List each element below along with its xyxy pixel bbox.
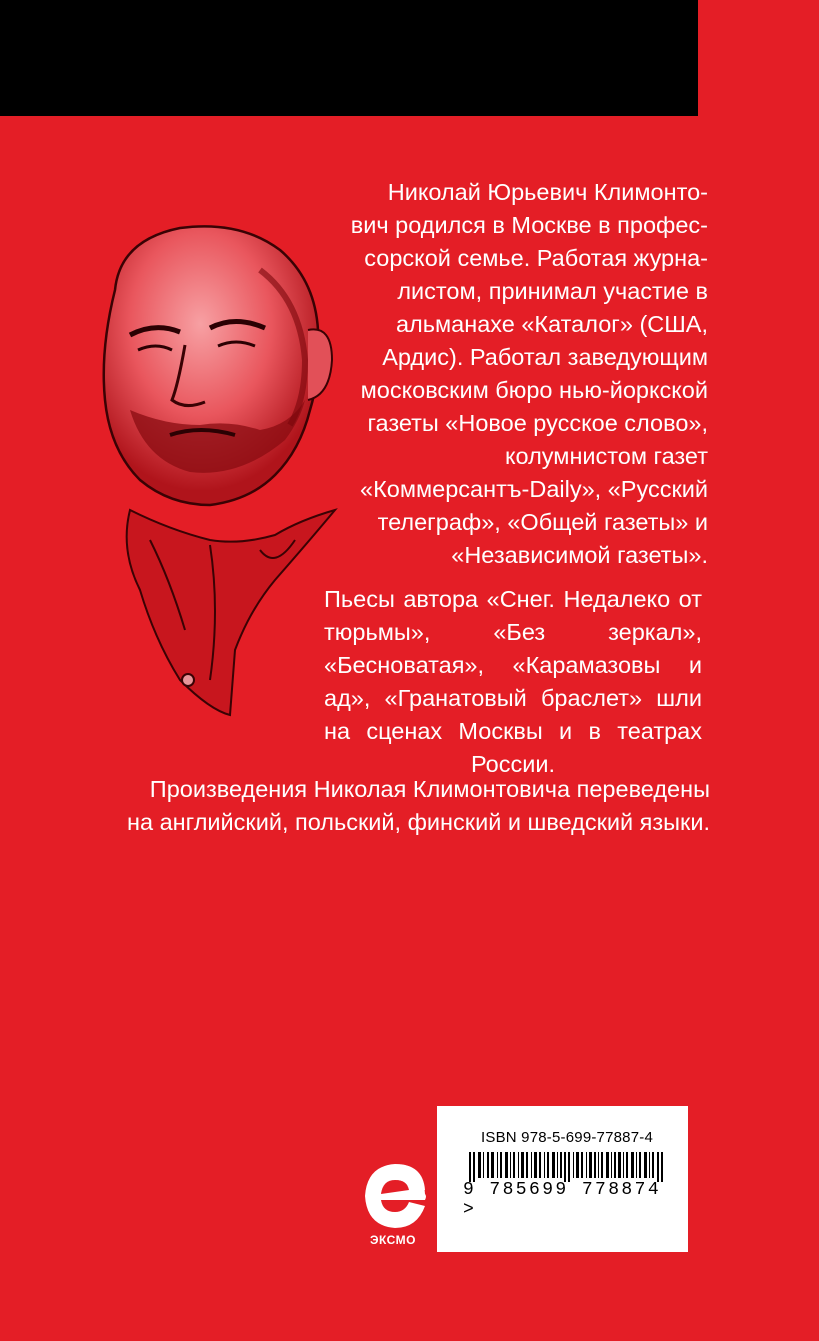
isbn-barcode: [437, 1106, 688, 1252]
author-biography: Николай Юрьевич Климонто- вич родился в Москве в профес- сорской семье. Работая журна- листом, принимал участие в альманахе «Каталог» (США, Ардис). Работал заведующим московским бюро нью-йоркской газеты «Новое русское слово», колумнистом газет «Коммерсантъ-Daily», «Русский телеграф», «Общей газеты» и «Независимой газеты».: [350, 179, 708, 568]
barcode-digits: 9 785699 778874 >: [463, 1180, 662, 1220]
isbn-number: ISBN 978-5-699-77887-4: [481, 1129, 654, 1146]
translations-note: Произведения Николая Климонтовича переведены на английский, польский, финский и шведский языки.: [127, 776, 710, 835]
barcode-bars: [469, 1152, 669, 1182]
author-plays: Пьесы автора «Снег. Недалеко от тюрьмы», «Без зеркал», «Бесноватая», «Карамазовы и ад», «Гранатовый браслет» шли на сценах Москвы и в театрах России.: [324, 586, 702, 777]
publisher-logo: [355, 1160, 435, 1250]
publisher-name: ЭКСМО: [369, 1233, 417, 1247]
eksmo-logo-icon: [361, 1160, 429, 1232]
top-black-bar: [0, 0, 698, 116]
